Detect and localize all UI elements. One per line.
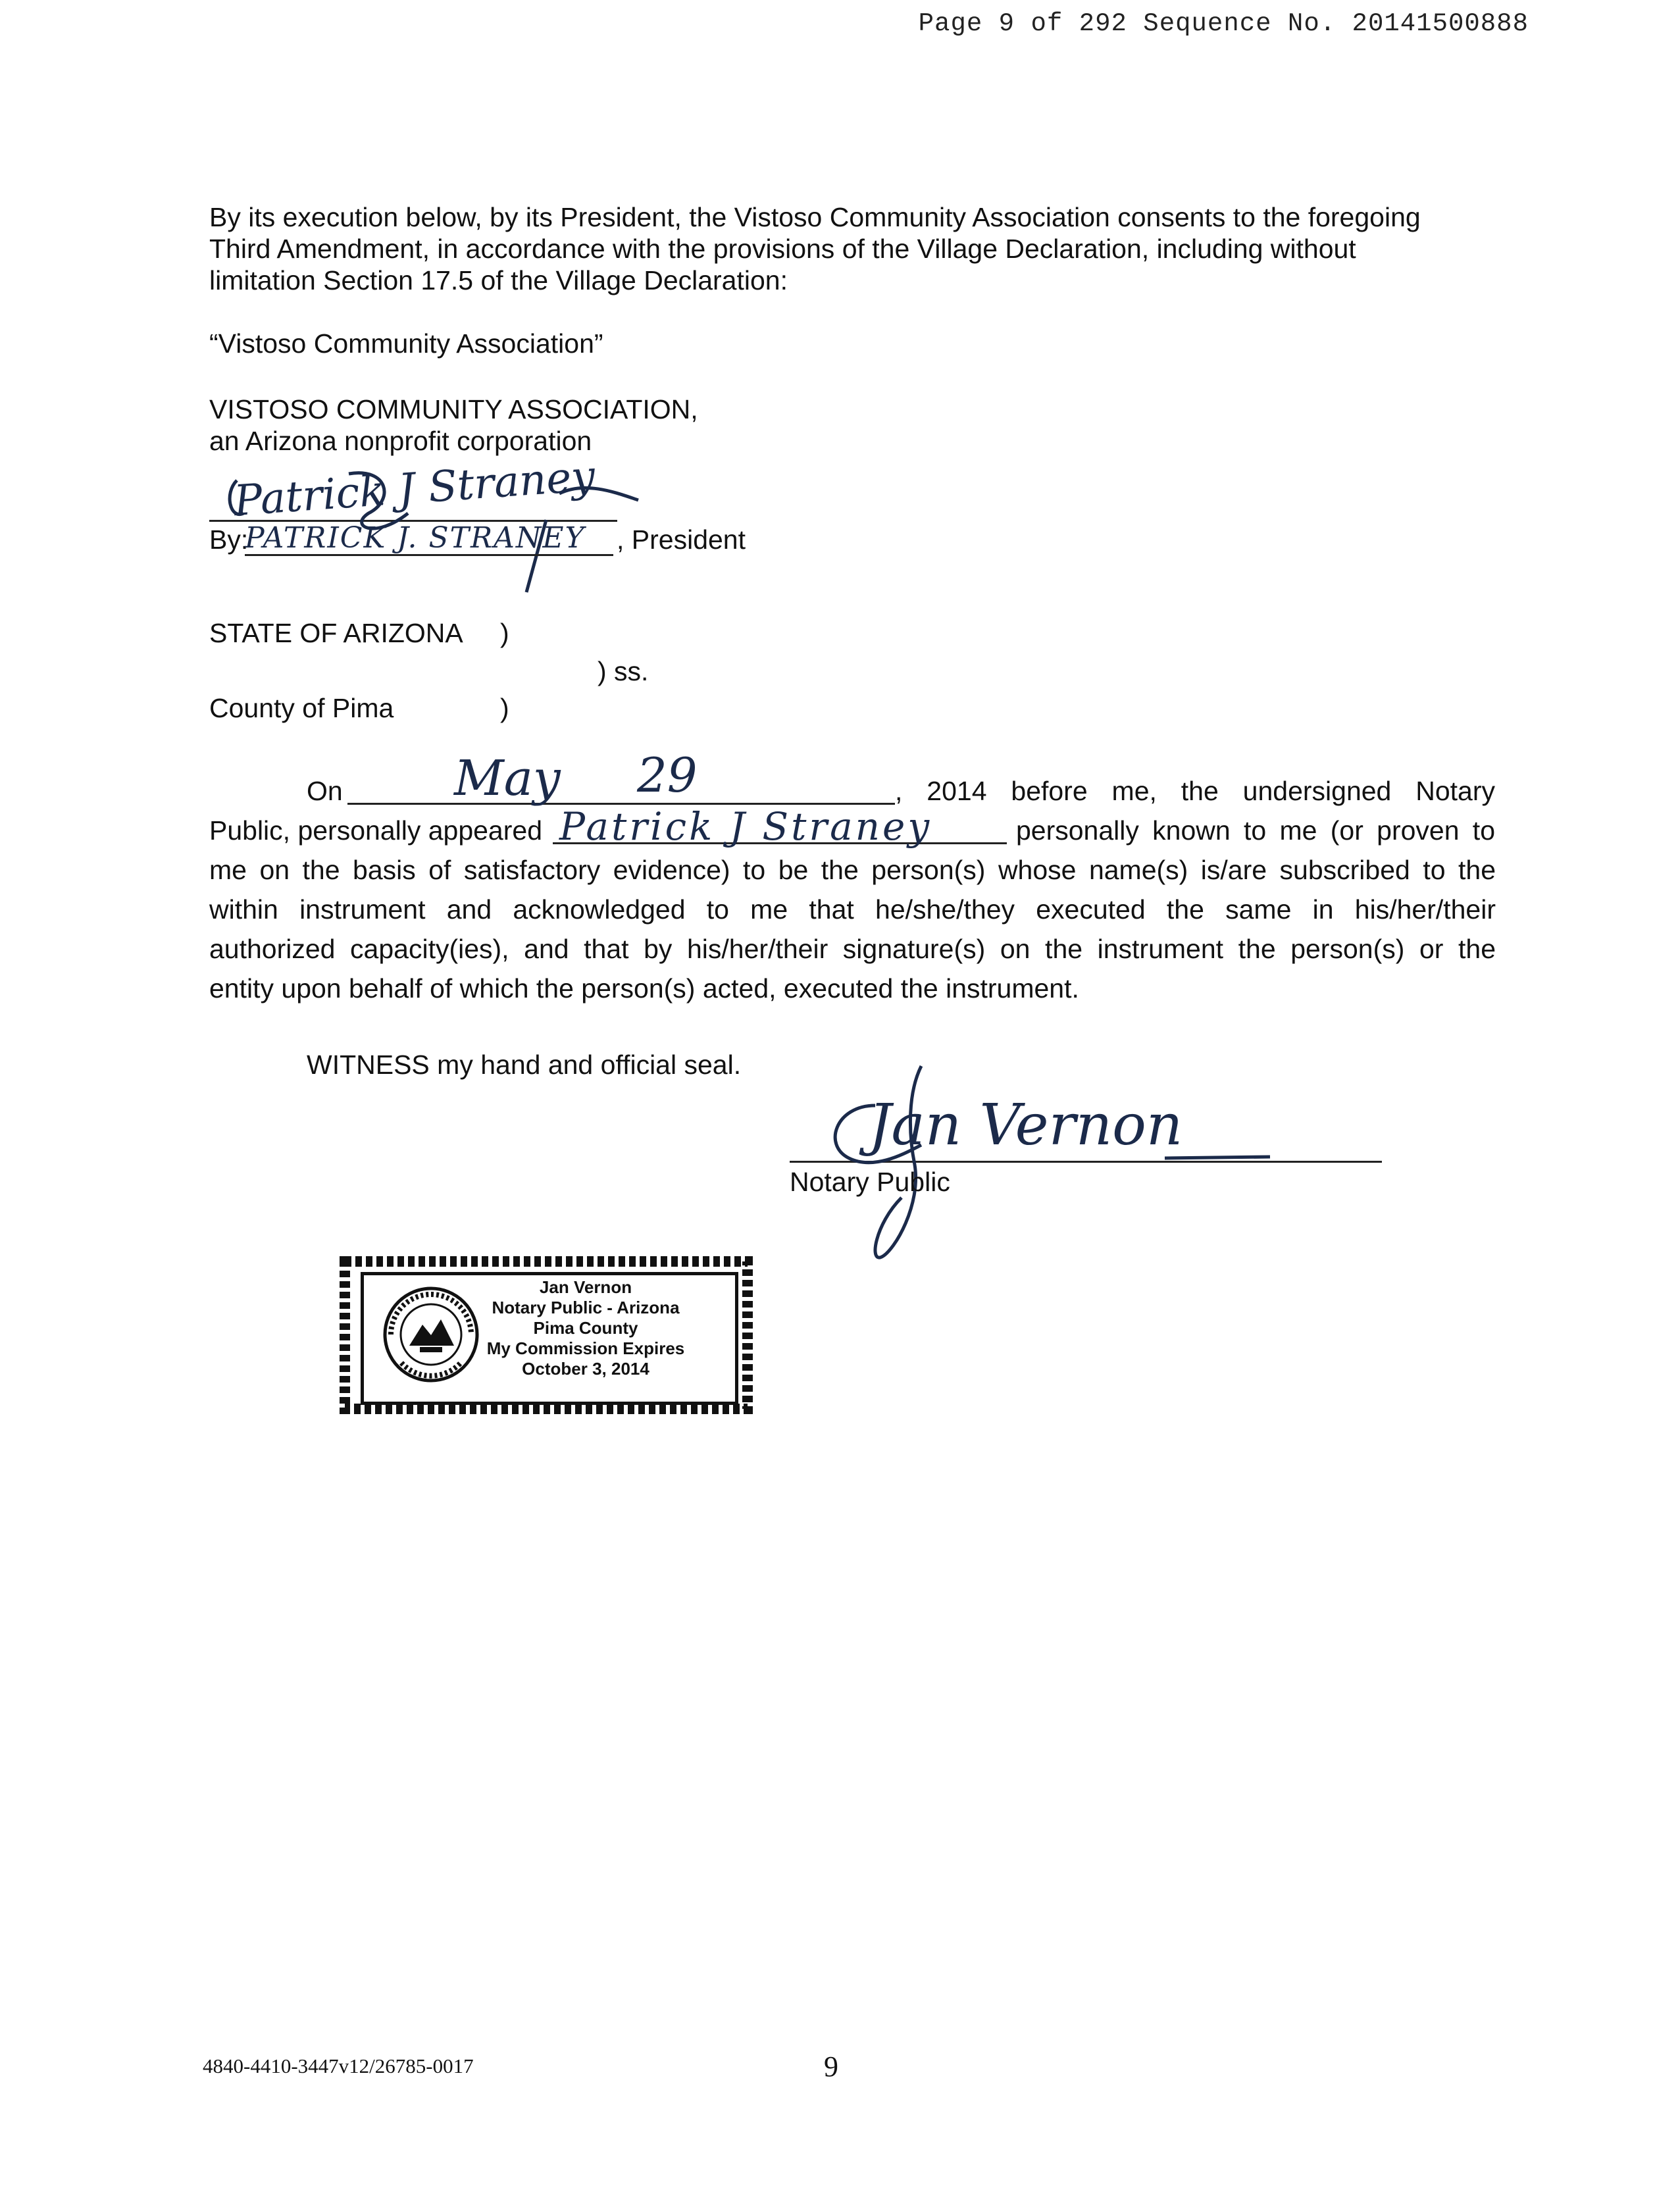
ack-line-5: authorized capacity(ies), and that by his/her/their signature(s) on the instrument the person(s) or the — [209, 934, 1496, 964]
ack-line-2-end: personally known to me (or proven to — [1016, 815, 1495, 846]
notary-signature-flourish — [796, 1053, 1323, 1270]
notary-signature: Jan Vernon — [869, 1092, 1183, 1158]
consent-line-1: By its execution below, by its President, the Vistoso Community Association consents to the foregoing — [209, 202, 1421, 232]
seal-county: Pima County — [533, 1318, 638, 1338]
ack-line-1-rest: , 2014 before me, the undersigned Notary — [895, 776, 1495, 806]
notary-public-label: Notary Public — [790, 1167, 950, 1197]
president-title: , President — [617, 524, 746, 555]
seal-notary-title: Notary Public - Arizona — [492, 1298, 680, 1317]
ack-line-3: me on the basis of satisfactory evidence) to be the person(s) whose name(s) is/are subscribed to the — [209, 855, 1496, 885]
venue-state: STATE OF ARIZONA — [209, 618, 463, 648]
page-sequence-header: Page 9 of 292 Sequence No. 20141500888 — [918, 9, 1529, 38]
arizona-state-seal-icon — [382, 1285, 480, 1384]
venue-county: County of Pima — [209, 693, 394, 723]
by-label: By: — [209, 524, 249, 555]
ack-date-month: May — [454, 750, 561, 807]
president-signature: Patrick J Straney — [232, 451, 597, 526]
notary-seal-stamp — [336, 1254, 757, 1417]
ack-date-day: 29 — [637, 748, 698, 803]
seal-expires-label: My Commission Expires — [486, 1338, 685, 1358]
quoted-association-name: “Vistoso Community Association” — [209, 328, 603, 359]
signer-printed-name: PATRICK J. STRANEY — [245, 521, 586, 555]
page-number: 9 — [824, 2050, 838, 2083]
ack-on-label: On — [307, 776, 343, 806]
consent-line-3: limitation Section 17.5 of the Village Declaration: — [209, 265, 788, 295]
document-id: 4840-4410-3447v12/26785-0017 — [203, 2054, 474, 2077]
seal-expires-date: October 3, 2014 — [522, 1359, 649, 1379]
venue-paren-2: ) — [500, 693, 509, 723]
venue-ss: ) ss. — [598, 656, 649, 686]
consent-line-2: Third Amendment, in accordance with the provisions of the Village Declaration, including without — [209, 234, 1356, 264]
witness-statement: WITNESS my hand and official seal. — [307, 1050, 742, 1080]
ack-appeared-name: Patrick J Straney — [559, 804, 932, 849]
seal-notary-name: Jan Vernon — [539, 1277, 632, 1297]
ack-line-4: within instrument and acknowledged to me that he/she/they executed the same in his/her/their — [209, 894, 1496, 925]
venue-paren-1: ) — [500, 618, 509, 648]
ack-line-6: entity upon behalf of which the person(s) acted, executed the instrument. — [209, 973, 1079, 1004]
printed-name-line — [245, 554, 613, 556]
entity-type: an Arizona nonprofit corporation — [209, 426, 592, 456]
entity-name: VISTOSO COMMUNITY ASSOCIATION, — [209, 394, 698, 424]
ack-line-2-start: Public, personally appeared — [209, 815, 542, 846]
seal-text-block — [467, 1277, 704, 1379]
